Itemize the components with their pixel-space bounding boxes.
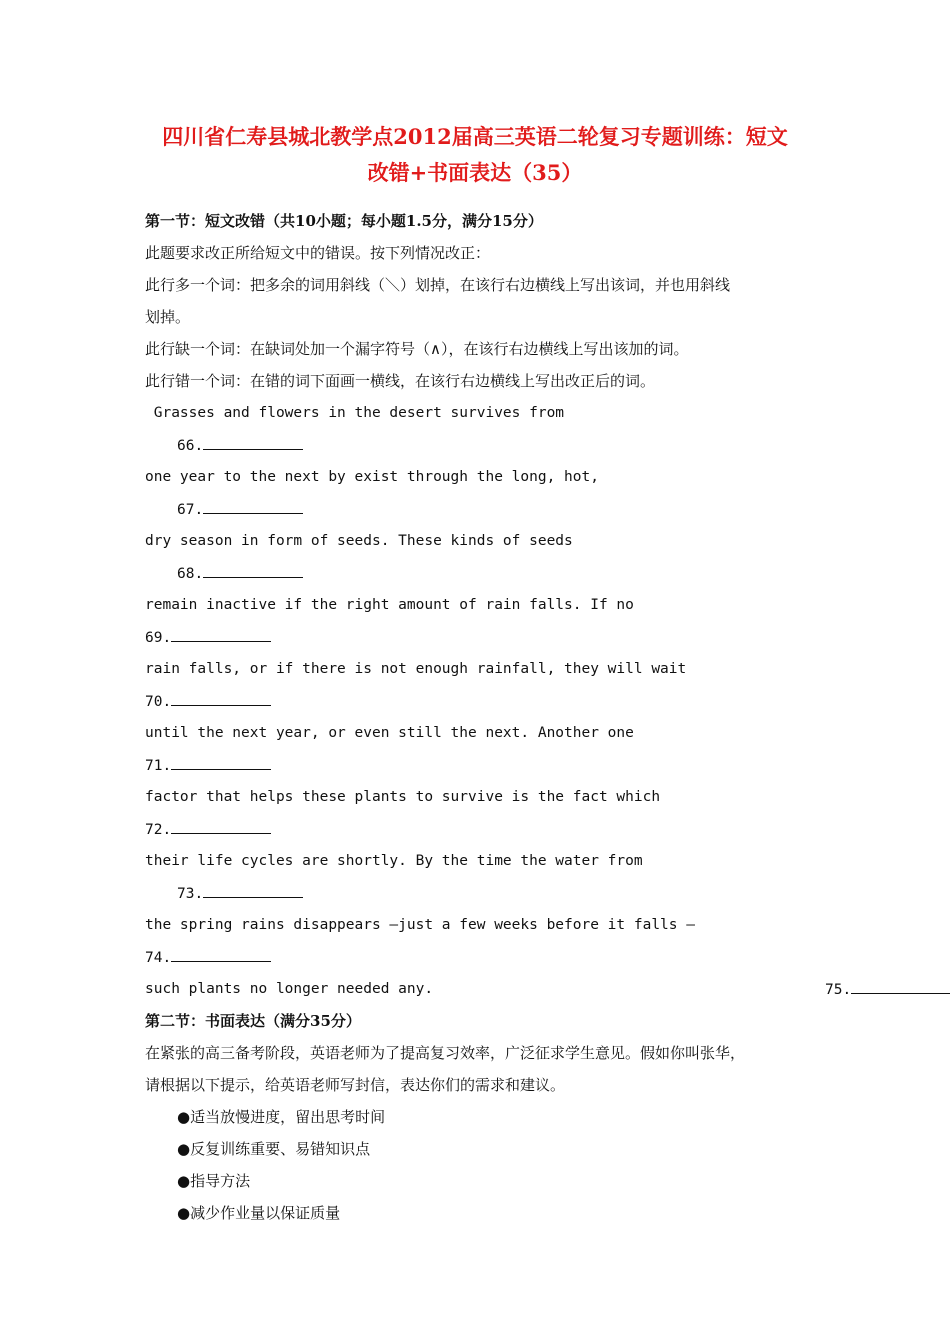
bullet-item: ●反复训练重要、易错知识点: [177, 1140, 371, 1158]
answer-blank[interactable]: [203, 499, 303, 514]
answer-75: [825, 979, 950, 1000]
bullet-item: ●指导方法: [177, 1172, 251, 1190]
bullet-item: ●减少作业量以保证质量: [177, 1204, 341, 1222]
passage-line-66: Grasses and flowers in the desert survives from: [145, 405, 565, 421]
instruction-5: 此行错一个词：在错的词下面画一横线，在该行右边横线上写出改正后的词。: [145, 372, 656, 390]
answer-number: 74.: [145, 950, 172, 966]
answer-74: [145, 947, 810, 968]
title-line-1: 四川省仁寿县城北教学点2012届高三英语二轮复习专题训练：短文: [162, 124, 788, 149]
answer-blank[interactable]: [171, 627, 271, 642]
answer-72: [145, 819, 810, 840]
answer-blank[interactable]: [171, 947, 271, 962]
answer-number: 72.: [145, 822, 172, 838]
passage-line-67: one year to the next by exist through the long, hot,: [145, 469, 599, 485]
answer-67: [177, 499, 842, 520]
passage-line-73: their life cycles are shortly. By the time the water from: [145, 853, 643, 869]
title-line-2: 改错+书面表达（35）: [367, 160, 583, 185]
answer-blank[interactable]: [203, 563, 303, 578]
answer-68: [177, 563, 842, 584]
instruction-2: 此行多一个词：把多余的词用斜线（＼）划掉，在该行右边横线上写出该词，并也用斜线: [145, 276, 731, 294]
section2-heading: 第二节：书面表达（满分35分）: [145, 1012, 361, 1030]
answer-71: [145, 755, 810, 776]
answer-blank[interactable]: [171, 691, 271, 706]
passage-line-71: until the next year, or even still the next. Another one: [145, 725, 634, 741]
answer-number: 75.: [825, 982, 852, 998]
answer-number: 68.: [177, 566, 204, 582]
answer-blank[interactable]: [171, 819, 271, 834]
answer-number: 67.: [177, 502, 204, 518]
answer-blank[interactable]: [203, 435, 303, 450]
passage-line-68: dry season in form of seeds. These kinds of seeds: [145, 533, 573, 549]
answer-66: [177, 435, 842, 456]
answer-number: 70.: [145, 694, 172, 710]
prompt-line-2: 请根据以下提示，给英语老师写封信，表达你们的需求和建议。: [145, 1076, 566, 1094]
answer-70: [145, 691, 810, 712]
answer-73: [177, 883, 842, 904]
bullet-item: ●适当放慢进度，留出思考时间: [177, 1108, 386, 1126]
passage-text: such plants no longer needed any.: [145, 981, 434, 997]
instruction-1: 此题要求改正所给短文中的错误。按下列情况改正：: [145, 244, 491, 262]
section1-heading: 第一节：短文改错（共10小题；每小题1.5分，满分15分）: [145, 212, 543, 230]
instruction-4: 此行缺一个词：在缺词处加一个漏字符号（∧），在该行右边横线上写出该加的词。: [145, 340, 689, 358]
answer-number: 69.: [145, 630, 172, 646]
passage-line-74: the spring rains disappears —just a few weeks before it falls —: [145, 917, 695, 933]
answer-number: 66.: [177, 438, 204, 454]
prompt-line-1: 在紧张的高三备考阶段，英语老师为了提高复习效率，广泛征求学生意见。假如你叫张华，: [145, 1044, 746, 1062]
passage-line-69: remain inactive if the right amount of rain falls. If no: [145, 597, 634, 613]
answer-number: 71.: [145, 758, 172, 774]
passage-line-72: factor that helps these plants to survive is the fact which: [145, 789, 661, 805]
answer-69: [145, 627, 810, 648]
answer-blank[interactable]: [851, 979, 950, 994]
answer-number: 73.: [177, 886, 204, 902]
passage-line-70: rain falls, or if there is not enough rainfall, they will wait: [145, 661, 687, 677]
answer-blank[interactable]: [203, 883, 303, 898]
passage-line-75: [145, 979, 852, 999]
instruction-3: 划掉。: [145, 308, 191, 326]
answer-blank[interactable]: [171, 755, 271, 770]
